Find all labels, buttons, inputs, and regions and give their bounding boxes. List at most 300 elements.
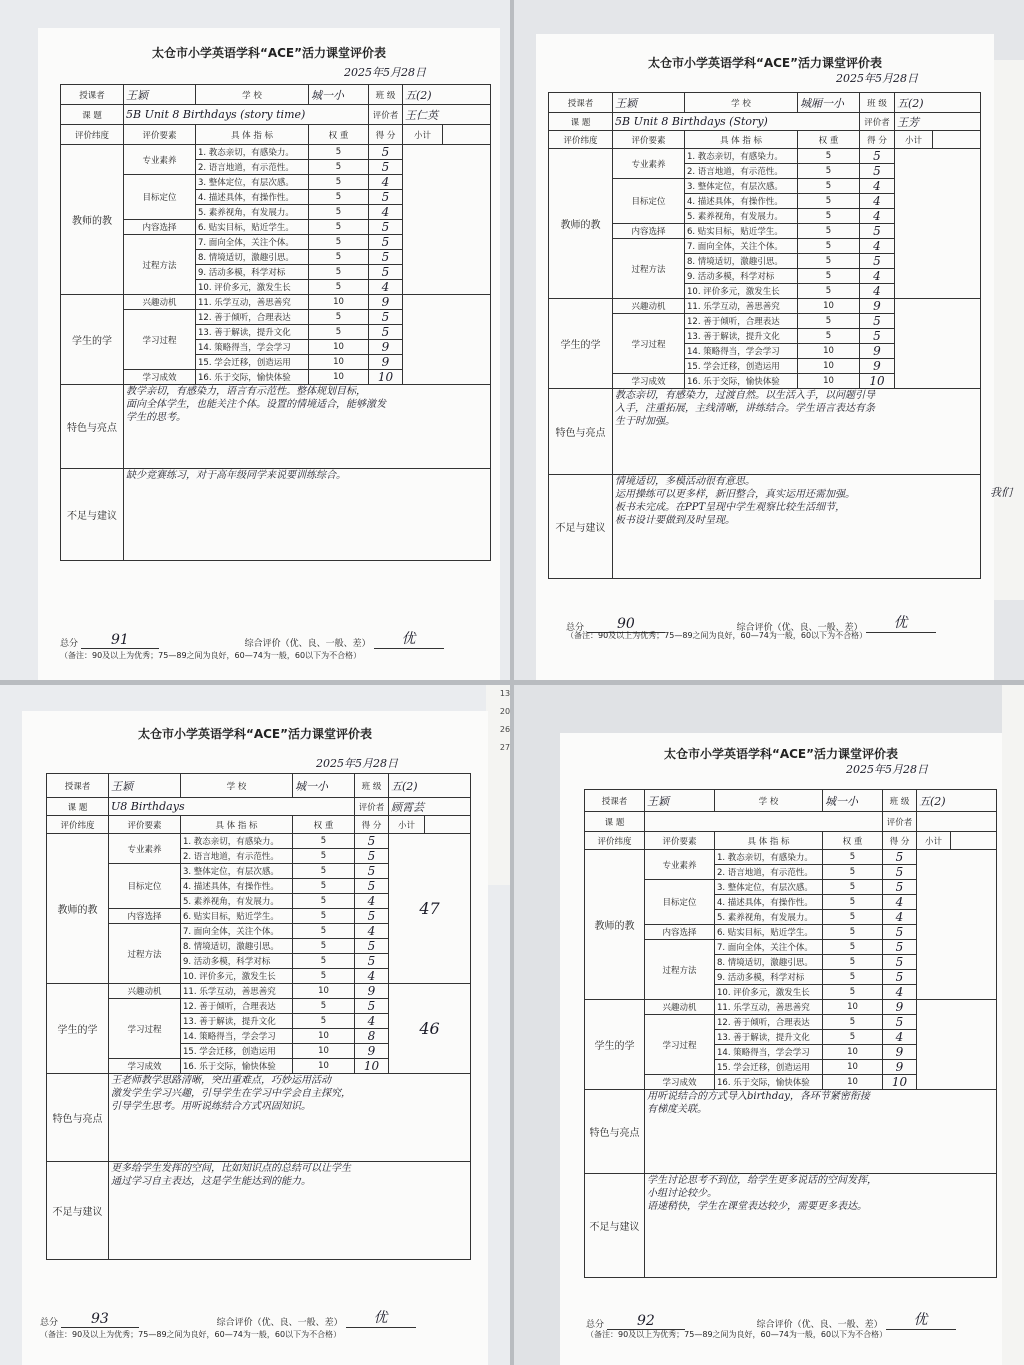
suggestions-text <box>124 469 491 561</box>
indicator-text: 9. 活动多模，科学对标 <box>196 265 309 280</box>
score-value: 5 <box>883 970 917 985</box>
indicator-text: 11. 乐学互动，善思善究 <box>181 984 293 999</box>
indicator-text: 9. 活动多模，科学对标 <box>181 954 293 969</box>
score-value: 4 <box>355 924 389 939</box>
weight-value: 5 <box>798 164 860 179</box>
indicator-header: 具 体 指 标 <box>181 816 293 834</box>
weight-value: 5 <box>309 220 369 235</box>
total-score: 93 <box>61 1311 139 1328</box>
score-value: 9 <box>369 295 403 310</box>
weight-value: 5 <box>309 325 369 340</box>
weight-value: 10 <box>293 1029 355 1044</box>
score-value: 5 <box>355 864 389 879</box>
subtotal-header: 小计 <box>895 131 933 149</box>
score-value: 9 <box>860 344 895 359</box>
teacher-label: 授课者 <box>47 774 109 798</box>
weight-value: 5 <box>823 865 883 880</box>
indicator-text: 6. 贴实目标，贴近学生。 <box>715 925 823 940</box>
element-label: 兴趣动机 <box>613 299 685 314</box>
strengths-label: 特色与亮点 <box>47 1074 109 1162</box>
indicator-text: 16. 乐于交际，愉快体验 <box>685 374 798 389</box>
weight-value: 5 <box>823 970 883 985</box>
strengths-text <box>109 1074 471 1162</box>
indicator-text: 10. 评价多元，激发生长 <box>685 284 798 299</box>
background-sheet-edge <box>1002 685 1024 1365</box>
weight-value: 5 <box>823 940 883 955</box>
indicator-text: 2. 语言地道，有示范性。 <box>715 865 823 880</box>
overall-rating: 优 <box>866 612 936 633</box>
score-value: 5 <box>369 160 403 175</box>
score-value: 5 <box>369 220 403 235</box>
overall-label: 综合评价（优、良、一般、差） <box>216 1318 343 1328</box>
overall-label: 综合评价（优、良、一般、差） <box>244 639 371 649</box>
indicator-text: 1. 教态亲切，有感染力。 <box>181 834 293 849</box>
weight-value: 5 <box>798 284 860 299</box>
weight-value: 5 <box>823 1030 883 1045</box>
element-label: 专业素养 <box>109 834 181 864</box>
indicator-header: 具 体 指 标 <box>196 125 309 145</box>
indicator-text: 4. 描述具体，有操作性。 <box>181 879 293 894</box>
element-label: 专业素养 <box>645 850 715 880</box>
indicator-text: 4. 描述具体，有操作性。 <box>685 194 798 209</box>
indicator-text: 14. 策略得当，学会学习 <box>685 344 798 359</box>
suggestions-text <box>109 1162 471 1260</box>
indicator-text: 2. 语言地道，有示范性。 <box>181 849 293 864</box>
element-label: 过程方法 <box>645 940 715 1000</box>
suggestions-label: 不足与建议 <box>47 1162 109 1260</box>
element-label: 目标定位 <box>109 864 181 909</box>
score-value: 5 <box>369 325 403 340</box>
element-label: 学习成效 <box>124 370 196 385</box>
strengths-text <box>645 1090 997 1174</box>
weight-value: 5 <box>798 194 860 209</box>
strengths-label: 特色与亮点 <box>61 385 124 469</box>
weight-value: 10 <box>309 355 369 370</box>
evaluator-label: 评价者 <box>369 105 403 125</box>
element-label: 学习成效 <box>613 374 685 389</box>
strengths-line: 教学亲切，有感染力，语言有示范性。整体规划目标， <box>126 386 366 397</box>
strengths-label: 特色与亮点 <box>549 389 613 475</box>
photo-sheet-3 <box>0 685 510 1365</box>
subtotal-teaching <box>895 149 981 299</box>
weight-value: 5 <box>293 1014 355 1029</box>
strengths-line: 用听说结合的方式导入birthday，各环节紧密衔接 <box>647 1091 870 1102</box>
element-label: 专业素养 <box>124 145 196 175</box>
subtotal-header: 小计 <box>389 816 425 834</box>
total-label: 总分 <box>60 639 79 649</box>
indicator-text: 11. 乐学互动，善思善究 <box>196 295 309 310</box>
strengths-line: 学生的思考。 <box>126 412 186 423</box>
weight-value: 5 <box>798 254 860 269</box>
indicator-text: 15. 学会迁移，创造运用 <box>685 359 798 374</box>
grade-value: 五(2) <box>917 790 997 812</box>
margin-handwriting: 我们 <box>990 486 1012 499</box>
suggestions-label: 不足与建议 <box>61 469 124 561</box>
subtotal-teaching: 47 <box>389 834 471 984</box>
weight-value: 5 <box>823 850 883 865</box>
score-value: 4 <box>369 280 403 295</box>
evaluation-sheet <box>38 28 500 680</box>
evaluation-table <box>46 773 471 1260</box>
subtotal-header: 小计 <box>403 125 443 145</box>
indicator-text: 5. 素养视角，有发展力。 <box>196 205 309 220</box>
weight-value: 5 <box>293 864 355 879</box>
evaluator-name: 王芳 <box>895 113 981 131</box>
indicator-text: 11. 乐学互动，善思善究 <box>685 299 798 314</box>
score-value: 5 <box>883 940 917 955</box>
indicator-text: 3. 整体定位，有层次感。 <box>181 864 293 879</box>
score-value: 8 <box>355 1029 389 1044</box>
weight-value: 5 <box>309 145 369 160</box>
grading-note: （备注：90及以上为优秀；75—89之间为良好，60—74为一般，60以下为不合格） <box>60 651 362 660</box>
indicator-header: 具 体 指 标 <box>685 131 798 149</box>
indicator-text: 8. 情境适切，激趣引思。 <box>196 250 309 265</box>
evaluator-name <box>917 812 997 832</box>
weight-value: 10 <box>798 299 860 314</box>
indicator-text: 14. 策略得当，学会学习 <box>181 1029 293 1044</box>
weight-value: 10 <box>293 1044 355 1059</box>
score-value: 5 <box>883 1015 917 1030</box>
score-value: 4 <box>860 209 895 224</box>
form-title: 太仓市小学英语学科“ACE”活力课堂评价表 <box>137 727 373 741</box>
total-score: 91 <box>81 632 159 649</box>
weight-value: 5 <box>293 969 355 984</box>
indicator-text: 15. 学会迁移，创造运用 <box>715 1060 823 1075</box>
topic-value: 5B Unit 8 Birthdays (Story) <box>613 113 860 131</box>
suggestions-line: 语速稍快，学生在课堂表达较少，需要更多表达。 <box>647 1201 867 1212</box>
weight-value: 5 <box>293 954 355 969</box>
subtotal-teaching <box>917 850 997 1000</box>
dimension-header: 评价纬度 <box>549 131 613 149</box>
form-title: 太仓市小学英语学科“ACE”活力课堂评价表 <box>151 46 387 60</box>
weight-value: 5 <box>309 190 369 205</box>
grade-label: 班 级 <box>369 85 403 105</box>
weight-value: 5 <box>309 310 369 325</box>
form-title: 太仓市小学英语学科“ACE”活力课堂评价表 <box>647 56 883 70</box>
teacher-label: 授课者 <box>585 790 645 812</box>
weight-header: 权 重 <box>309 125 369 145</box>
weight-value: 5 <box>293 849 355 864</box>
weight-value: 5 <box>309 265 369 280</box>
weight-value: 10 <box>293 984 355 999</box>
element-label: 兴趣动机 <box>645 1000 715 1015</box>
indicator-text: 11. 乐学互动，善思善究 <box>715 1000 823 1015</box>
element-header: 评价要素 <box>645 832 715 850</box>
weight-header: 权 重 <box>823 832 883 850</box>
score-value: 4 <box>355 1014 389 1029</box>
subtotal-teaching <box>403 145 491 295</box>
weight-value: 5 <box>309 250 369 265</box>
subtotal-header: 小计 <box>917 832 951 850</box>
teacher-name: 王颖 <box>645 790 715 812</box>
score-value: 4 <box>369 205 403 220</box>
grade-value: 五(2) <box>895 93 981 113</box>
total-line <box>40 1307 416 1328</box>
score-value: 4 <box>860 269 895 284</box>
score-value: 9 <box>369 355 403 370</box>
weight-value: 10 <box>823 1000 883 1015</box>
indicator-text: 4. 描述具体，有操作性。 <box>196 190 309 205</box>
score-header: 得 分 <box>860 131 895 149</box>
strengths-line: 生于时加强。 <box>615 416 675 427</box>
score-value: 5 <box>883 865 917 880</box>
teacher-name: 王颖 <box>109 774 181 798</box>
side-number: 13 <box>499 689 510 698</box>
sheet-date: 2025年5月28日 <box>846 763 928 776</box>
suggestions-line: 板书未完成。在PPT呈现中学生观察比较生活细节， <box>615 502 846 513</box>
evaluator-label: 评价者 <box>860 113 895 131</box>
score-value: 5 <box>355 954 389 969</box>
weight-value: 5 <box>798 269 860 284</box>
element-label: 过程方法 <box>613 239 685 299</box>
weight-value: 5 <box>823 880 883 895</box>
weight-value: 10 <box>293 1059 355 1074</box>
school-name: 城厢一小 <box>798 93 860 113</box>
suggestions-line: 小组讨论较少。 <box>647 1188 717 1199</box>
evaluation-sheet <box>536 34 994 680</box>
grade-label: 班 级 <box>883 790 917 812</box>
dimension-teaching: 教师的教 <box>585 850 645 1000</box>
score-value: 4 <box>860 194 895 209</box>
dimension-header: 评价纬度 <box>47 816 109 834</box>
overall-rating: 优 <box>346 1307 416 1328</box>
element-label: 目标定位 <box>613 179 685 224</box>
evaluation-sheet <box>560 733 1002 1365</box>
indicator-text: 16. 乐于交际，愉快体验 <box>715 1075 823 1090</box>
score-value: 9 <box>860 299 895 314</box>
score-value: 5 <box>860 314 895 329</box>
indicator-text: 12. 善于倾听，合理表达 <box>196 310 309 325</box>
indicator-text: 13. 善于解读，提升文化 <box>181 1014 293 1029</box>
sheet-date: 2025年5月28日 <box>344 66 426 79</box>
element-label: 学习成效 <box>645 1075 715 1090</box>
score-value: 5 <box>369 145 403 160</box>
grade-label: 班 级 <box>860 93 895 113</box>
school-name: 城一小 <box>823 790 883 812</box>
weight-value: 5 <box>798 314 860 329</box>
dimension-teaching: 教师的教 <box>47 834 109 984</box>
score-value: 5 <box>860 224 895 239</box>
subtotal-learning <box>917 1000 997 1090</box>
indicator-header: 具 体 指 标 <box>715 832 823 850</box>
element-header: 评价要素 <box>124 125 196 145</box>
subtotal-learning <box>895 299 981 389</box>
strengths-line: 面向全体学生，也能关注个体。设置的情境适合，能够激发 <box>126 399 386 410</box>
score-value: 5 <box>369 310 403 325</box>
suggestions-line: 情境适切，多模活动很有意思。 <box>615 476 755 487</box>
total-label: 总分 <box>586 1320 605 1330</box>
total-score: 90 <box>587 616 665 633</box>
element-label: 学习过程 <box>109 999 181 1059</box>
weight-value: 10 <box>309 340 369 355</box>
score-value: 9 <box>883 1060 917 1075</box>
score-value: 9 <box>355 984 389 999</box>
score-value: 5 <box>369 250 403 265</box>
score-value: 4 <box>860 179 895 194</box>
score-value: 5 <box>355 834 389 849</box>
weight-value: 5 <box>309 235 369 250</box>
score-value: 4 <box>355 969 389 984</box>
strengths-line: 引导学生思考。用听说练结合方式巩固知识。 <box>111 1101 311 1112</box>
evaluator-label: 评价者 <box>883 812 917 832</box>
weight-value: 5 <box>798 329 860 344</box>
score-value: 10 <box>355 1059 389 1074</box>
suggestions-text <box>613 475 981 579</box>
element-label: 目标定位 <box>645 880 715 925</box>
score-header: 得 分 <box>355 816 389 834</box>
side-number: 26 <box>499 725 510 734</box>
weight-value: 10 <box>798 359 860 374</box>
score-value: 5 <box>355 849 389 864</box>
indicator-text: 2. 语言地道，有示范性。 <box>196 160 309 175</box>
strengths-line: 教态亲切，有感染力，过渡自然。以生活入手，以问题引导 <box>615 390 875 401</box>
element-label: 内容选择 <box>109 909 181 924</box>
indicator-text: 6. 贴实目标，贴近学生。 <box>181 909 293 924</box>
indicator-text: 2. 语言地道，有示范性。 <box>685 164 798 179</box>
score-value: 5 <box>355 939 389 954</box>
suggestions-line: 更多给学生发挥的空间，比如知识点的总结可以让学生 <box>111 1163 351 1174</box>
element-label: 学习过程 <box>613 314 685 374</box>
school-label: 学 校 <box>715 790 823 812</box>
overall-label: 综合评价（优、良、一般、差） <box>756 1320 883 1330</box>
topic-value <box>645 812 883 832</box>
evaluator-name: 顾霄芸 <box>389 798 471 816</box>
element-label: 学习过程 <box>645 1015 715 1075</box>
score-value: 5 <box>355 999 389 1014</box>
weight-value: 5 <box>823 1015 883 1030</box>
suggestions-line: 通过学习自主表达，这是学生能达到的能力。 <box>111 1176 311 1187</box>
indicator-text: 7. 面向全体，关注个体。 <box>685 239 798 254</box>
weight-value: 5 <box>823 895 883 910</box>
score-value: 4 <box>883 1030 917 1045</box>
indicator-text: 1. 教态亲切，有感染力。 <box>715 850 823 865</box>
strengths-text <box>613 389 981 475</box>
weight-header: 权 重 <box>798 131 860 149</box>
school-label: 学 校 <box>685 93 798 113</box>
score-value: 5 <box>355 909 389 924</box>
indicator-text: 12. 善于倾听，合理表达 <box>715 1015 823 1030</box>
indicator-text: 8. 情境适切，激趣引思。 <box>685 254 798 269</box>
dimension-header: 评价纬度 <box>61 125 124 145</box>
indicator-text: 14. 策略得当，学会学习 <box>196 340 309 355</box>
indicator-text: 10. 评价多元，激发生长 <box>196 280 309 295</box>
element-label: 学习成效 <box>109 1059 181 1074</box>
indicator-text: 15. 学会迁移，创造运用 <box>181 1044 293 1059</box>
element-label: 兴趣动机 <box>124 295 196 310</box>
weight-header: 权 重 <box>293 816 355 834</box>
weight-value: 10 <box>798 344 860 359</box>
evaluator-name: 王仁英 <box>403 105 491 125</box>
indicator-text: 16. 乐于交际，愉快体验 <box>181 1059 293 1074</box>
score-value: 4 <box>355 894 389 909</box>
total-label: 总分 <box>40 1318 59 1328</box>
score-value: 5 <box>860 329 895 344</box>
grade-value: 五(2) <box>403 85 491 105</box>
topic-value: 5B Unit 8 Birthdays (story time) <box>124 105 369 125</box>
indicator-text: 9. 活动多模，科学对标 <box>715 970 823 985</box>
weight-value: 10 <box>309 295 369 310</box>
score-value: 5 <box>883 955 917 970</box>
element-label: 过程方法 <box>109 924 181 984</box>
element-label: 专业素养 <box>613 149 685 179</box>
evaluation-table <box>548 92 981 579</box>
score-value: 9 <box>883 1045 917 1060</box>
score-value: 5 <box>883 880 917 895</box>
weight-value: 5 <box>293 894 355 909</box>
grading-note: （备注：90及以上为优秀；75—89之间为良好，60—74为一般，60以下为不合格） <box>586 1330 888 1339</box>
indicator-text: 1. 教态亲切，有感染力。 <box>685 149 798 164</box>
weight-value: 10 <box>823 1060 883 1075</box>
weight-value: 5 <box>823 985 883 1000</box>
element-label: 内容选择 <box>613 224 685 239</box>
photo-sheet-4 <box>514 685 1024 1365</box>
indicator-text: 6. 贴实目标，贴近学生。 <box>196 220 309 235</box>
photo-sheet-1 <box>0 0 510 680</box>
score-value: 5 <box>369 190 403 205</box>
score-value: 4 <box>369 175 403 190</box>
element-label: 过程方法 <box>124 235 196 295</box>
indicator-text: 9. 活动多模，科学对标 <box>685 269 798 284</box>
strengths-text <box>124 385 491 469</box>
sheet-date: 2025年5月28日 <box>836 72 918 85</box>
weight-value: 5 <box>798 209 860 224</box>
weight-value: 5 <box>798 179 860 194</box>
element-header: 评价要素 <box>109 816 181 834</box>
topic-value: U8 Birthdays <box>109 798 355 816</box>
strengths-line: 有梯度关联。 <box>647 1104 707 1115</box>
strengths-line: 激发学生学习兴趣，引导学生在学习中学会自主探究， <box>111 1088 351 1099</box>
subtotal-learning <box>403 295 491 385</box>
suggestions-text <box>645 1174 997 1278</box>
subtotal-learning: 46 <box>389 984 471 1074</box>
suggestions-line: 缺少竞赛练习，对于高年级同学来说要训练综合。 <box>126 470 346 481</box>
suggestions-line: 运用操练可以更多样，新旧整合，真实运用还需加强。 <box>615 489 855 500</box>
school-label: 学 校 <box>181 774 293 798</box>
weight-value: 5 <box>798 239 860 254</box>
score-header: 得 分 <box>369 125 403 145</box>
grade-value: 五(2) <box>389 774 471 798</box>
score-value: 5 <box>860 254 895 269</box>
evaluation-table <box>584 789 997 1278</box>
weight-value: 5 <box>823 925 883 940</box>
indicator-text: 3. 整体定位，有层次感。 <box>196 175 309 190</box>
teacher-name: 王颖 <box>613 93 685 113</box>
element-label: 学习过程 <box>124 310 196 370</box>
element-label: 内容选择 <box>124 220 196 235</box>
suggestions-label: 不足与建议 <box>549 475 613 579</box>
indicator-text: 8. 情境适切，激趣引思。 <box>715 955 823 970</box>
school-name: 城一小 <box>309 85 369 105</box>
indicator-text: 5. 素养视角，有发展力。 <box>685 209 798 224</box>
evaluator-label: 评价者 <box>355 798 389 816</box>
score-value: 4 <box>883 985 917 1000</box>
strengths-line: 王老师教学思路清晰，突出重难点，巧妙运用活动 <box>111 1075 331 1086</box>
indicator-text: 15. 学会迁移，创造运用 <box>196 355 309 370</box>
total-score: 92 <box>607 1313 685 1330</box>
indicator-text: 1. 教态亲切，有感染力。 <box>196 145 309 160</box>
score-value: 5 <box>883 925 917 940</box>
evaluation-table <box>60 84 491 561</box>
indicator-text: 13. 善于解读，提升文化 <box>685 329 798 344</box>
score-value: 10 <box>860 374 895 389</box>
element-label: 内容选择 <box>645 925 715 940</box>
topic-label: 课 题 <box>585 812 645 832</box>
indicator-text: 10. 评价多元，激发生长 <box>181 969 293 984</box>
side-number: 27 <box>499 743 510 752</box>
teacher-label: 授课者 <box>61 85 124 105</box>
element-header: 评价要素 <box>613 131 685 149</box>
weight-value: 5 <box>293 834 355 849</box>
